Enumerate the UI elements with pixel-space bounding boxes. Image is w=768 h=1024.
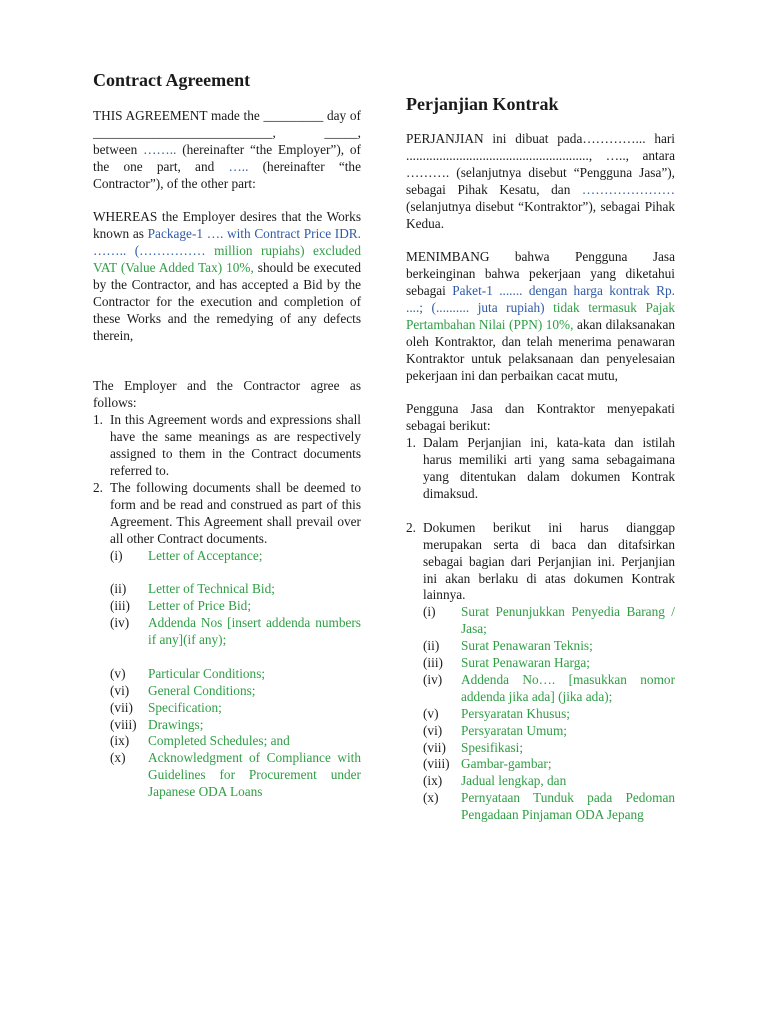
indonesian-title: Perjanjian Kontrak — [406, 94, 559, 114]
doc-number: (iii) — [423, 655, 443, 671]
doc-text: Pernyataan Tunduk pada Pedoman Pengadaan Pinjaman ODA Jepang — [461, 790, 675, 823]
doc-text: Jadual lengkap, dan — [461, 773, 567, 789]
intro-text-1: THIS AGREEMENT made the _________ day of ___________________________, _____, between — [93, 108, 361, 157]
list-item — [406, 435, 675, 503]
whereas-text-2: should be executed by the Contractor, and has accepted a Bid by the Contractor for the execution and completion of these Works and the remedying of any defects therein, — [93, 260, 361, 343]
contractor-placeholder: ………………… — [581, 181, 675, 197]
doc-number: (viii) — [110, 716, 137, 732]
document-item — [110, 683, 361, 700]
doc-number: (ii) — [423, 638, 440, 654]
doc-text: Letter of Acceptance; — [148, 547, 263, 563]
doc-text: General Conditions; — [148, 682, 256, 698]
doc-number: (vi) — [423, 722, 443, 738]
doc-text: Surat Penunjukkan Penyedia Barang / Jasa; — [461, 604, 675, 637]
list-item — [93, 480, 361, 801]
document-item — [423, 655, 675, 672]
whereas-text-1: WHEREAS the Employer desires that the Works known as — [93, 209, 361, 242]
doc-text: Addenda No…. [masukkan nomor addenda jika ada] (jika ada); — [461, 671, 675, 704]
doc-number: (i) — [423, 604, 436, 620]
intro-text-2: (selanjutnya disebut “Kontraktor”), sebagai Pihak Kedua. — [406, 198, 675, 231]
doc-text: Addenda Nos [insert addenda numbers if any](if any); — [148, 615, 361, 648]
intro-text-1: PERJANJIAN ini dibuat pada…………... hari ......................................................., ….., antara ………. (selanjutnya disebut “Pengguna Jasa”), sebagai Pihak Kesatu, dan — [406, 131, 675, 197]
item-text: Dokumen berikut ini harus dianggap merupakan serta di baca dan ditafsirkan sebagai bagian dari Perjanjian ini. Perjanjian ini akan berlaku di atas dokumen Kontrak lainnya. — [423, 519, 675, 603]
doc-number: (viii) — [423, 756, 450, 772]
indonesian-documents-list — [423, 604, 675, 824]
english-agree-line: The Employer and the Contractor agree as follows: — [93, 378, 361, 411]
document-item — [110, 750, 361, 801]
package-price-text: Package-1 …. with Contract Price IDR. …….. (…………… — [93, 226, 362, 259]
intro-text-3: (hereinafter “the Contractor”), of the other part: — [93, 158, 361, 191]
item-number: 1. — [406, 435, 416, 451]
doc-number: (ix) — [110, 733, 130, 749]
indonesian-intro-paragraph — [406, 131, 675, 232]
doc-text: Drawings; — [148, 716, 204, 732]
doc-text: Letter of Technical Bid; — [148, 581, 275, 597]
spacer — [110, 564, 361, 581]
doc-number: (x) — [423, 790, 439, 806]
doc-number: (ix) — [423, 773, 443, 789]
english-whereas-paragraph — [93, 209, 361, 344]
doc-text: Specification; — [148, 699, 222, 715]
employer-placeholder: …….. — [143, 141, 177, 157]
document-item — [110, 615, 361, 649]
document-item — [110, 666, 361, 683]
doc-number: (vi) — [110, 682, 130, 698]
document-item — [423, 638, 675, 655]
english-intro-paragraph — [93, 108, 361, 193]
document-item — [423, 604, 675, 638]
document-item — [110, 581, 361, 598]
doc-text: Acknowledgment of Compliance with Guidelines for Procurement under Japanese ODA Loans — [148, 750, 361, 800]
item-number: 1. — [93, 412, 103, 428]
document-item — [423, 706, 675, 723]
indonesian-agree-line: Pengguna Jasa dan Kontraktor menyepakati sebagai berikut: — [406, 401, 675, 434]
english-body — [93, 108, 361, 801]
doc-number: (iv) — [423, 671, 443, 687]
package-price-text: Paket-1 ....... dengan harga kontrak Rp. ....; (.......... juta rupiah) — [406, 283, 676, 316]
item-text: The following documents shall be deemed to form and be read and construed as part of this Agreement. This Agreement shall prevail over all other Contract documents. — [110, 479, 361, 546]
indonesian-menimbang-paragraph — [406, 249, 675, 384]
doc-text: Completed Schedules; and — [148, 733, 290, 749]
document-item — [110, 700, 361, 717]
spacer — [406, 503, 675, 520]
menimbang-text-2: akan dilaksanakan oleh Kontraktor, dan telah menerima penawaran Kontraktor untuk pelaksanaan dan penyelesaian pekerjaan ini dan perbaikan cacat mutu, — [406, 316, 675, 383]
doc-number: (v) — [110, 665, 126, 681]
doc-number: (x) — [110, 750, 126, 766]
document-item — [423, 790, 675, 824]
document-item — [110, 733, 361, 750]
intro-text-2: (hereinafter “the Employer”), of the one part, and — [93, 141, 361, 174]
item-text: In this Agreement words and expressions shall have the same meanings as are respectively assigned to them in the Contract documents referred to. — [110, 412, 361, 478]
doc-number: (iii) — [110, 598, 130, 614]
doc-number: (iv) — [110, 615, 130, 631]
document-item — [110, 717, 361, 734]
indonesian-numbered-list — [406, 435, 675, 824]
doc-number: (v) — [423, 705, 439, 721]
doc-text: Surat Penawaran Harga; — [461, 655, 590, 671]
doc-text: Persyaratan Khusus; — [461, 705, 570, 721]
document-item — [423, 740, 675, 757]
doc-text: Spesifikasi; — [461, 739, 524, 755]
item-text: Dalam Perjanjian ini, kata-kata dan istilah harus memiliki arti yang sama sebagaimana yang ditentukan dalam dokumen Kontrak dimaksud. — [423, 435, 675, 501]
doc-number: (i) — [110, 547, 123, 563]
contractor-placeholder: ….. — [228, 158, 249, 174]
vat-text: million rupiahs) excluded VAT (Value Added Tax) 10%, — [93, 243, 361, 276]
document-item — [423, 756, 675, 773]
english-numbered-list — [93, 412, 361, 801]
spacer — [110, 649, 361, 666]
english-title: Contract Agreement — [93, 70, 251, 90]
doc-text: Persyaratan Umum; — [461, 722, 567, 738]
document-item — [423, 723, 675, 740]
doc-number: (vii) — [423, 739, 446, 755]
doc-text: Surat Penawaran Teknis; — [461, 638, 593, 654]
document-item — [110, 548, 361, 565]
list-item — [93, 412, 361, 480]
doc-text: Particular Conditions; — [148, 665, 266, 681]
ppn-text: tidak termasuk Pajak Pertambahan Nilai (PPN) 10%, — [406, 300, 675, 332]
spacer — [93, 362, 361, 379]
english-documents-list — [110, 548, 361, 802]
doc-number: (ii) — [110, 581, 127, 597]
document-item — [110, 598, 361, 615]
item-number: 2. — [406, 519, 416, 535]
menimbang-text-1: MENIMBANG bahwa Pengguna Jasa berkeinginan bahwa pekerjaan yang diketahui sebagai — [406, 249, 675, 299]
doc-number: (vii) — [110, 699, 133, 715]
document-item — [423, 672, 675, 706]
indonesian-body — [406, 131, 675, 824]
doc-text: Gambar-gambar; — [461, 756, 552, 772]
doc-text: Letter of Price Bid; — [148, 598, 252, 614]
document-item — [423, 773, 675, 790]
list-item — [406, 520, 675, 824]
item-number: 2. — [93, 479, 103, 495]
